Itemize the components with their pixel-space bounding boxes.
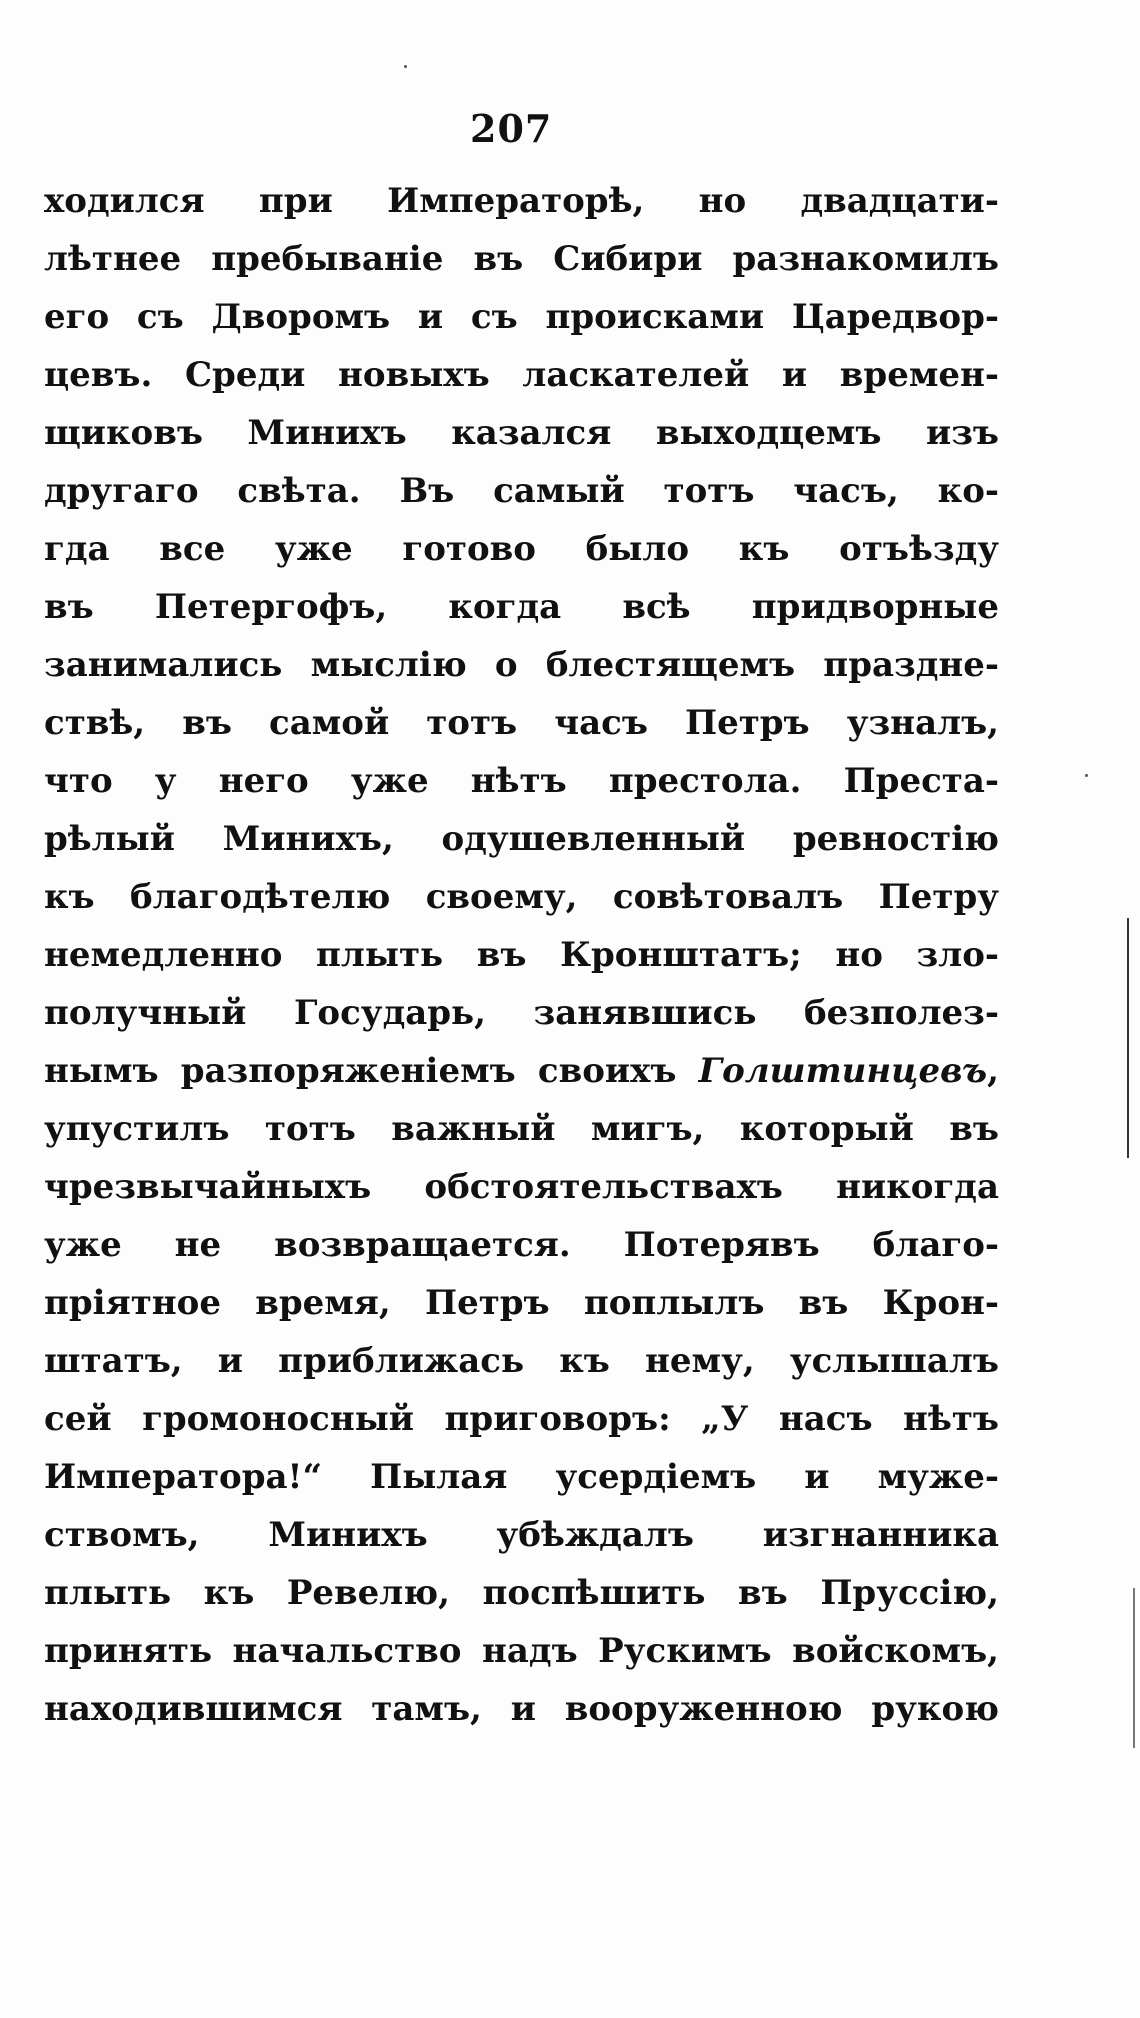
text-line: въ Петергофъ, когда всѣ придворные	[44, 587, 999, 627]
text-line: плыть къ Ревелю, поспѣшить въ Пруссію,	[44, 1573, 999, 1613]
punctuation: ,	[987, 1051, 999, 1091]
text-line: принять начальство надъ Рускимъ войскомъ,	[44, 1631, 999, 1671]
text-line: лѣтнее пребываніе въ Сибири разнакомилъ	[44, 239, 999, 279]
text-line: его съ Дворомъ и съ происками Царедвор-	[44, 297, 999, 337]
text-line: ствомъ, Минихъ убѣждалъ изгнанника	[44, 1515, 999, 1555]
ink-speck	[404, 65, 407, 68]
text-line: ходился при Императорѣ, но двадцати-	[44, 181, 999, 221]
text-line: немедленно плыть въ Кронштатъ; но зло-	[44, 935, 999, 975]
text-line: гда все уже готово было къ отъѣзду	[44, 529, 999, 569]
margin-rule	[1133, 1588, 1135, 1748]
italic-word: Голштинцевъ	[698, 1051, 988, 1091]
text-line: упустилъ тотъ важный мигъ, который въ	[44, 1109, 999, 1149]
text-line: Императора!“ Пылая усердіемъ и муже-	[44, 1457, 999, 1497]
text-line: получный Государь, занявшись безполез-	[44, 993, 999, 1033]
page-number: 207	[470, 106, 553, 151]
text-line: пріятное время, Петръ поплылъ въ Крон-	[44, 1283, 999, 1323]
text-line: къ благодѣтелю своему, совѣтовалъ Петру	[44, 877, 999, 917]
text-line: щиковъ Минихъ казался выходцемъ изъ	[44, 413, 999, 453]
text-line: другаго свѣта. Въ самый тотъ часъ, ко-	[44, 471, 999, 511]
text-line: штатъ, и приближась къ нему, услышалъ	[44, 1341, 999, 1381]
text-line: сей громоносный приговоръ: „У насъ нѣтъ	[44, 1399, 999, 1439]
text-line: чрезвычайныхъ обстоятельствахъ никогда	[44, 1167, 999, 1207]
text-line: цевъ. Среди новыхъ ласкателей и времен-	[44, 355, 999, 395]
text-line: уже не возвращается. Потерявъ благо-	[44, 1225, 999, 1265]
text-line: рѣлый Минихъ, одушевленный ревностію	[44, 819, 999, 859]
text-line: что у него уже нѣтъ престола. Преста-	[44, 761, 999, 801]
text-segment: нымъ разпоряженіемъ своихъ	[44, 1051, 677, 1091]
text-line: ствѣ, въ самой тотъ часъ Петръ узналъ,	[44, 703, 999, 743]
margin-rule	[1127, 918, 1129, 1158]
text-line: находившимся тамъ, и вооруженною рукою	[44, 1689, 999, 1729]
ink-speck	[1085, 774, 1088, 777]
text-line-with-italic	[44, 1042, 999, 1100]
text-line: занимались мыслію о блестящемъ праздне-	[44, 645, 999, 685]
body-text	[44, 172, 999, 1738]
